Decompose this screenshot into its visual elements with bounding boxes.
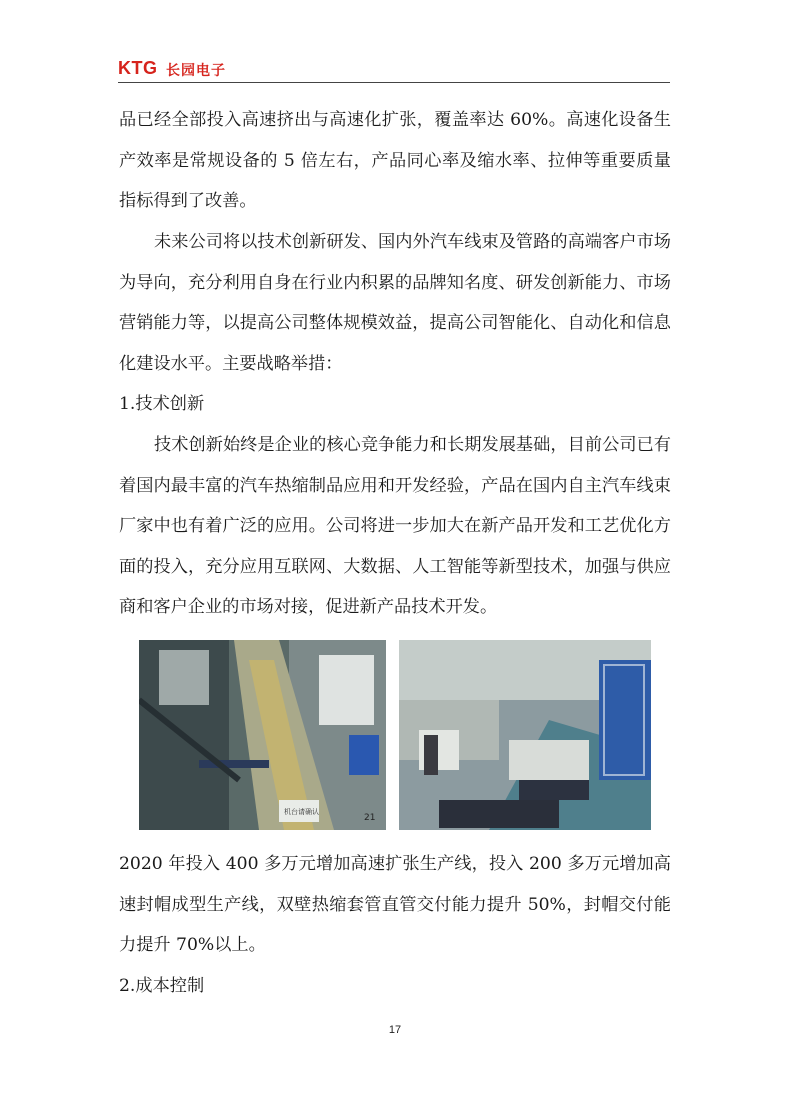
header-rule [118,82,670,83]
paragraph-tech-innovation: 技术创新始终是企业的核心竞争能力和长期发展基础，目前公司已有着国内最丰富的汽车热缩制品应用和开发经验，产品在国内自主汽车线束厂家中也有着广泛的应用。公司将进一步加大在新产品开发和工艺优化方面的投入，充分应用互联网、大数据、人工智能等新型技术，加强与供应商和客户企业的市场对接，促进新产品技术开发。 [119,435,671,617]
paragraph-future-strategy: 未来公司将以技术创新研发、国内外汽车线束及管路的高端客户市场为导向，充分利用自身在行业内积累的品牌知名度、研发创新能力、市场营销能力等，以提高公司整体规模效益，提高公司智能化、自动化和信息化建设水平。主要战略举措： [119,232,671,374]
page-header [118,56,670,86]
machine-number: 21 [364,813,376,823]
factory-floor-photo-right [399,640,651,830]
machine-sign-text: 机台请确认 [284,808,319,816]
page-number: 17 [388,1024,402,1036]
company-logo-chinese: 长园电子 [166,63,226,79]
company-logo-latin: KTG [118,58,158,78]
section-heading-cost-control: 2.成本控制 [119,976,205,996]
paragraph-high-speed-equipment: 品已经全部投入高速挤出与高速化扩张，覆盖率达 60%。高速化设备生产效率是常规设备的 5 倍左右，产品同心率及缩水率、拉伸等重要质量指标得到了改善。 [119,110,671,211]
production-line-photo-left [139,640,386,830]
paragraph-investment: 2020 年投入 400 多万元增加高速扩张生产线，投入 200 多万元增加高速封帽成型生产线，双壁热缩套管直管交付能力提升 50%，封帽交付能力提升 70%以上。 [119,854,671,955]
section-heading-tech-innovation: 1.技术创新 [119,394,205,414]
